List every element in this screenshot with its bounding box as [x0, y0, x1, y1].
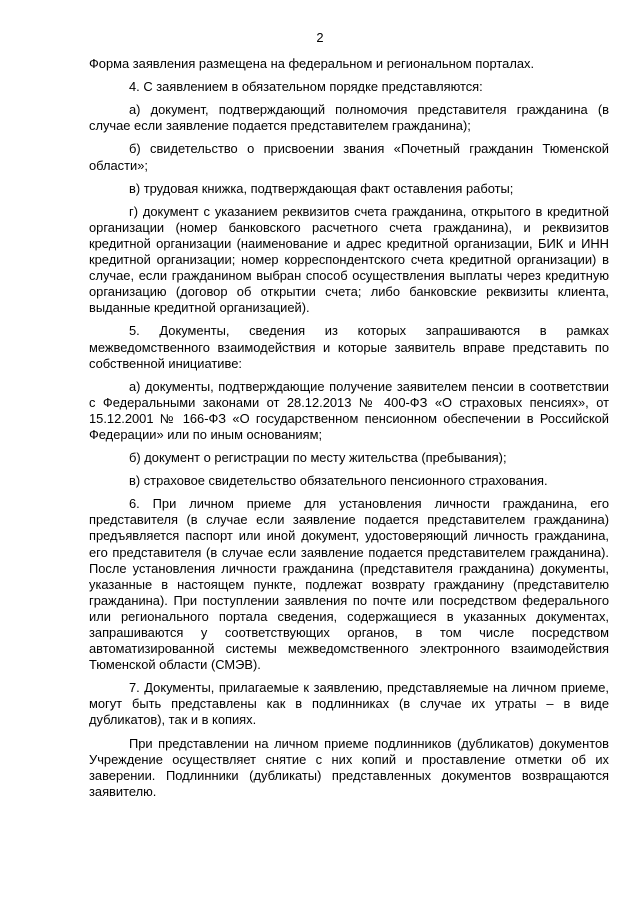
paragraph: 7. Документы, прилагаемые к заявлению, представляемые на личном приеме, могут быть представлены как в подлинниках (в случае их утраты – в виде дубликатов), так и в копиях.	[89, 680, 609, 728]
paragraph: б) документ о регистрации по месту жительства (пребывания);	[129, 450, 507, 466]
paragraph: 4. С заявлением в обязательном порядке представляются:	[129, 79, 483, 95]
paragraph: а) документы, подтверждающие получение заявителем пенсии в соответствии с Федеральными законами от 28.12.2013 № 400-ФЗ «О страховых пенсиях», от 15.12.2001 № 166-ФЗ «О государственном пенсионном обеспечении в Российской Федерации» или по иным основаниям;	[89, 378, 609, 442]
paragraph: При представлении на личном приеме подлинников (дубликатов) документов Учреждение осуществляет снятие с них копий и проставление отметки об их заверении. Подлинники (дубликаты) представленных документов возвращаются заявителю.	[89, 735, 609, 799]
paragraph: б) свидетельство о присвоении звания «Почетный гражданин Тюменской области»;	[89, 141, 609, 173]
paragraph: Форма заявления размещена на федеральном и региональном порталах.	[89, 56, 535, 72]
paragraph: в) страховое свидетельство обязательного пенсионного страхования.	[129, 473, 548, 489]
paragraph: г) документ с указанием реквизитов счета гражданина, открытого в кредитной организации (номер банковского расчетного счета гражданина), и реквизитов кредитной организации (наименование и адрес кредитной организации, БИК и ИНН кредитной организации; номер корреспондентского счета кредитной организации) в случае, если гражданином выбран способ осуществления выплаты через кредитную организацию (договор об открытии счета; либо банковские реквизиты клиента, выданные кредитной организацией).	[89, 203, 609, 316]
paragraph: в) трудовая книжка, подтверждающая факт оставления работы;	[129, 180, 514, 196]
paragraph: 6. При личном приеме для установления личности гражданина, его представителя (в случае если заявление подается представителем гражданина) предъявляется паспорт или иной документ, удостоверяющий личность гражданина, его представителя (в случае если заявление подается представителем гражданина). После установления личности гражданина (представителя гражданина) документы, указанные в настоящем пункте, подлежат возврату гражданину (представителю гражданина). При поступлении заявления по почте или посредством федерального или регионального портала сведения, содержащиеся в указанных документах, запрашиваются у соответствующих органов, в том числе посредством автоматизированной системы межведомственного электронного взаимодействия Тюменской области (СМЭВ).	[89, 496, 609, 673]
paragraph: 5. Документы, сведения из которых запрашиваются в рамках межведомственного взаимодействия и которые заявитель вправе представить по собственной инициативе:	[89, 323, 609, 371]
document-body	[89, 56, 609, 800]
page-number: 2	[316, 30, 324, 45]
paragraph: а) документ, подтверждающий полномочия представителя гражданина (в случае если заявление подается представителем гражданина);	[89, 102, 609, 134]
